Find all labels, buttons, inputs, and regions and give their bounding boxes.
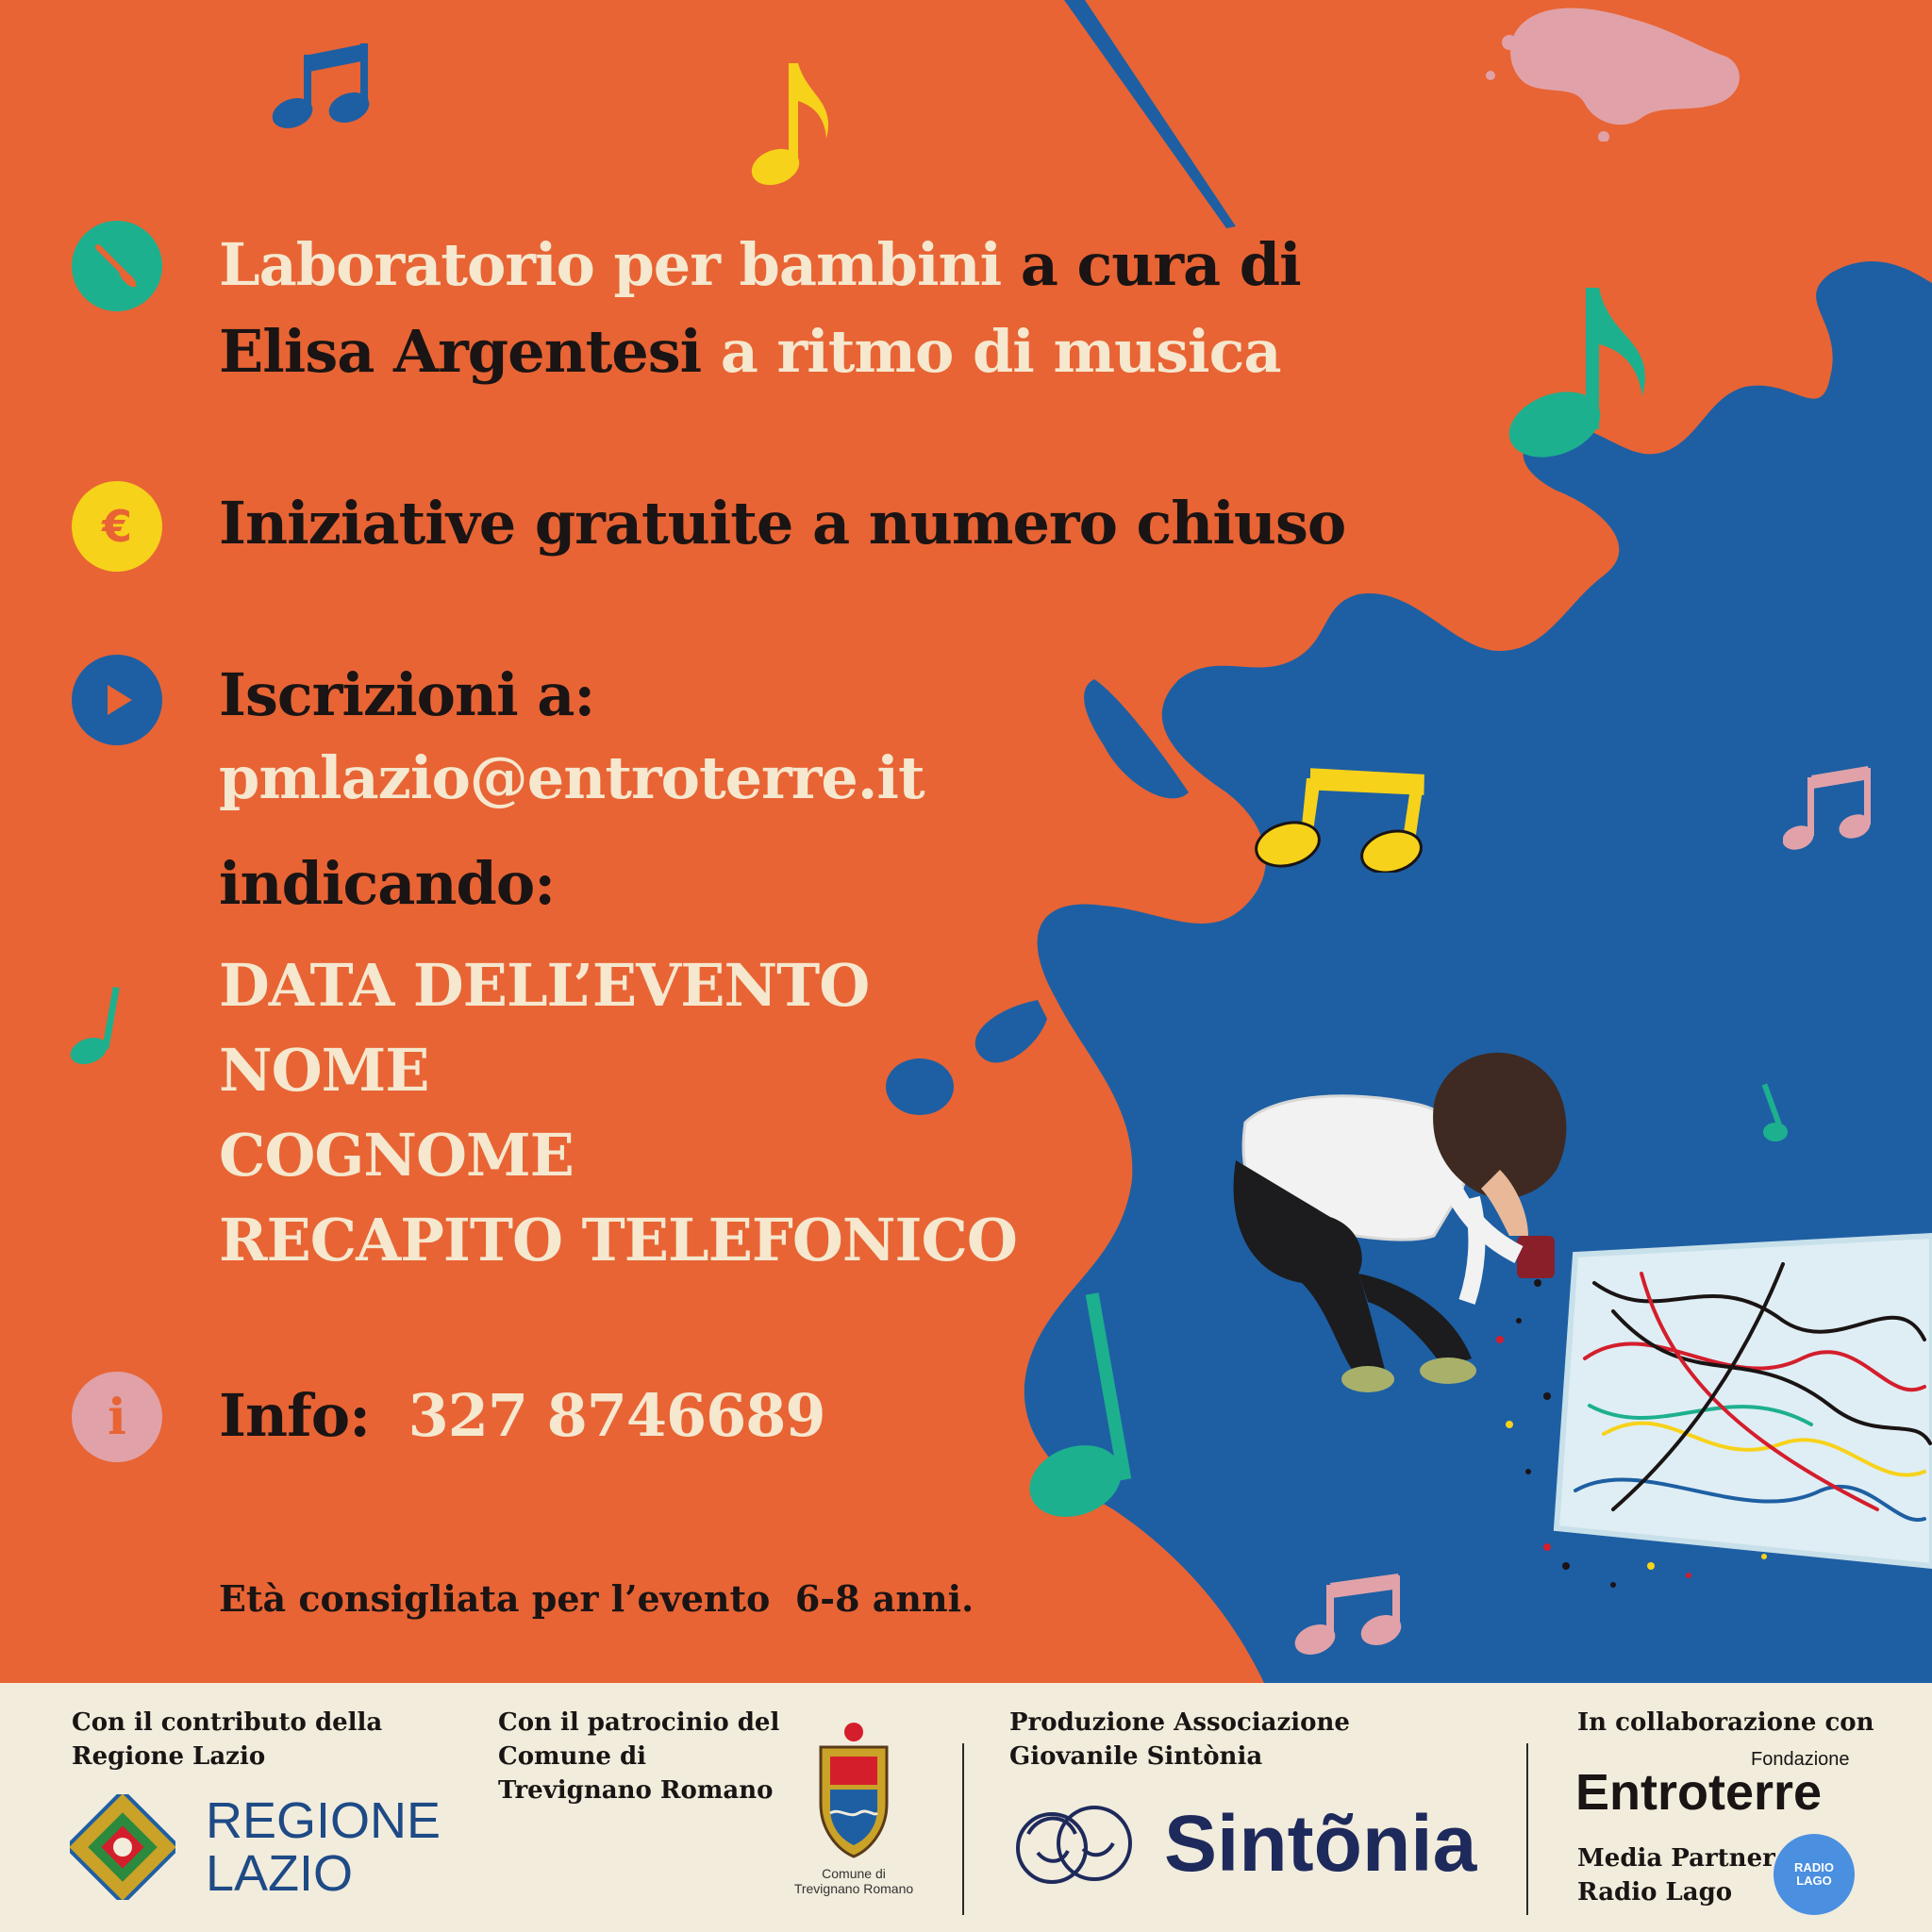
signup-email-link[interactable]: pmlazio@entroterre.it [219, 743, 924, 812]
collaboration-text: In collaborazione con [1577, 1708, 1874, 1737]
info-label: Info: [219, 1381, 370, 1450]
fondazione-label: Fondazione [1751, 1749, 1850, 1770]
sintonia-faces-logo-icon [1009, 1796, 1141, 1900]
yellow-beamed-note-icon [1255, 750, 1434, 873]
free-initiatives-text: Iniziative gratuite a numero chiuso [219, 489, 1346, 558]
field-phone: RECAPITO TELEFONICO [219, 1206, 1017, 1274]
curated-by-label: a cura di [1001, 230, 1301, 299]
footer-divider-2 [1526, 1743, 1528, 1915]
age-recommendation: Età consigliata per l’evento 6-8 anni. [219, 1577, 974, 1620]
media-partner-text: Media Partner Radio Lago [1577, 1844, 1775, 1907]
child-painting-photo [1217, 1000, 1932, 1604]
small-teal-note-icon [68, 987, 125, 1066]
euro-icon [72, 481, 162, 572]
footer-divider-1 [962, 1743, 964, 1915]
comune-patronage-text: Con il patrocinio del Comune di Trevignano Romano [498, 1708, 780, 1805]
field-surname: COGNOME [219, 1121, 574, 1190]
play-icon [72, 655, 162, 745]
workshop-line-1 [219, 230, 1301, 299]
sponsor-footer [0, 1683, 1932, 1932]
comune-caption: Comune di Trevignano Romano [793, 1866, 914, 1896]
entroterre-logo: Entroterre [1575, 1764, 1823, 1821]
sintonia-logo-text: Sintõnia [1164, 1799, 1477, 1888]
field-event-date: DATA DELL’EVENTO [219, 951, 870, 1020]
radio-lago-badge-text: RADIO LAGO [1794, 1860, 1834, 1888]
regione-logo-line-2: LAZIO [206, 1845, 354, 1902]
info-phone-number[interactable]: 327 8746689 [408, 1381, 825, 1450]
paintbrush-icon [72, 221, 162, 311]
music-rhythm-text: a ritmo di musica [701, 317, 1281, 386]
regione-contribution-text: Con il contributo della Regione Lazio [72, 1708, 383, 1771]
indicating-label: indicando: [219, 849, 556, 918]
blue-beamed-note-icon [272, 36, 394, 130]
radio-lago-badge-icon [1774, 1834, 1855, 1915]
regione-lazio-crest-icon [70, 1794, 175, 1900]
sintonia-production-text: Produzione Associazione Giovanile Sintònia [1009, 1708, 1350, 1771]
workshop-line-2 [219, 317, 1281, 386]
trevignano-coat-of-arms-icon [802, 1719, 906, 1860]
workshop-title: Laboratorio per bambini [219, 230, 1002, 299]
yellow-eighth-note-icon [751, 58, 836, 191]
field-name: NOME [219, 1036, 429, 1105]
regione-lazio-logo [206, 1794, 441, 1900]
info-icon [72, 1372, 162, 1462]
signup-label: Iscrizioni a: [219, 660, 595, 729]
euro-symbol: € [101, 501, 132, 552]
paintbrush-stroke-decoration [1057, 0, 1245, 236]
info-symbol: i [108, 1388, 126, 1446]
instructor-name: Elisa Argentesi [219, 317, 702, 386]
info-line [219, 1381, 825, 1450]
pink-beamed-note-icon [1783, 764, 1877, 858]
teal-eighth-note-icon [1506, 283, 1657, 462]
pink-paint-splatter [1472, 0, 1755, 142]
large-teal-quarter-note-icon [1026, 1292, 1140, 1528]
regione-logo-line-1: REGIONE [206, 1792, 441, 1849]
